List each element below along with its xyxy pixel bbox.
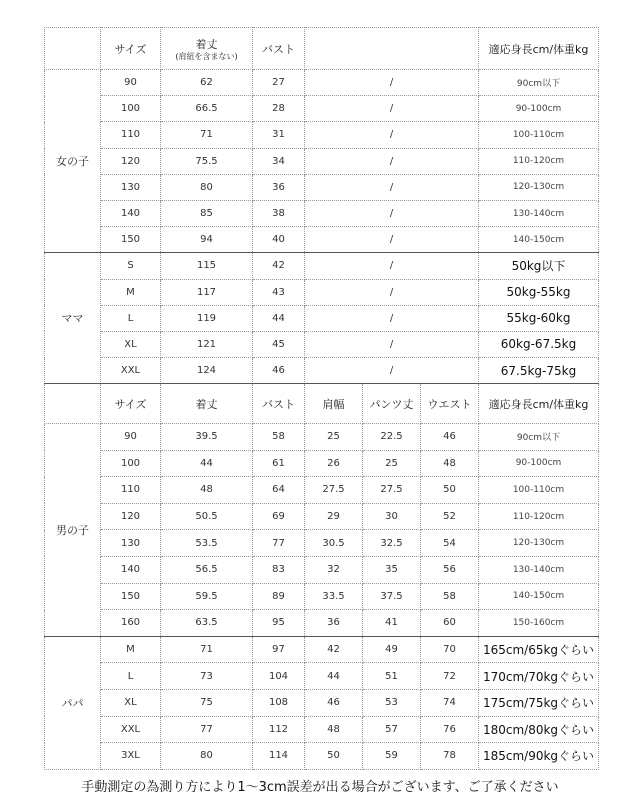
length-cell: 71 (161, 636, 253, 663)
header-cell-blank (45, 384, 101, 424)
fit-cell: 110-120cm (479, 503, 599, 530)
fit-cell: 175cm/75kgぐらい (479, 689, 599, 716)
mama-rows (45, 253, 599, 384)
fit-cell: 67.5kg-75kg (479, 358, 599, 384)
table-row (45, 331, 599, 357)
pants-cell: 51 (363, 663, 421, 690)
shoulder-cell: 33.5 (305, 583, 363, 610)
pants-cell: 30 (363, 503, 421, 530)
pants-cell: 35 (363, 556, 421, 583)
fit-cell: 165cm/65kgぐらい (479, 636, 599, 663)
bust-cell: 95 (253, 610, 305, 637)
shoulder-cell: 32 (305, 556, 363, 583)
table-header-row (45, 384, 599, 424)
size-cell: 110 (101, 122, 161, 148)
waist-cell: 46 (421, 424, 479, 451)
size-cell: 90 (101, 424, 161, 451)
table-row (45, 70, 599, 96)
pants-cell: 22.5 (363, 424, 421, 451)
header-size: サイズ (101, 384, 161, 424)
fit-cell: 170cm/70kgぐらい (479, 663, 599, 690)
length-cell: 80 (161, 174, 253, 200)
fit-cell: 140-150cm (479, 583, 599, 610)
shoulder-cell: 25 (305, 424, 363, 451)
length-cell: 85 (161, 200, 253, 226)
bust-cell: 104 (253, 663, 305, 690)
bust-cell: 34 (253, 148, 305, 174)
size-cell: 90 (101, 70, 161, 96)
bust-cell: 58 (253, 424, 305, 451)
length-cell: 94 (161, 227, 253, 253)
waist-cell: 76 (421, 716, 479, 743)
fit-cell: 90-100cm (479, 450, 599, 477)
length-cell: 77 (161, 716, 253, 743)
header-bust: バスト (253, 384, 305, 424)
shoulder-cell: 46 (305, 689, 363, 716)
size-cell: 150 (101, 583, 161, 610)
blank-cell: / (305, 70, 479, 96)
table-row (45, 253, 599, 279)
fit-cell: 50kg以下 (479, 253, 599, 279)
header-length (161, 28, 253, 70)
table-row (45, 663, 599, 690)
bust-cell: 112 (253, 716, 305, 743)
length-cell: 119 (161, 305, 253, 331)
size-cell: S (101, 253, 161, 279)
length-cell: 121 (161, 331, 253, 357)
size-cell: 140 (101, 556, 161, 583)
group-label: ママ (45, 253, 101, 384)
table-row (45, 530, 599, 557)
fit-cell: 90cm以下 (479, 424, 599, 451)
fit-cell: 60kg-67.5kg (479, 331, 599, 357)
size-cell: 3XL (101, 743, 161, 770)
header-pants: パンツ丈 (363, 384, 421, 424)
size-cell: 130 (101, 174, 161, 200)
blank-cell: / (305, 227, 479, 253)
pants-cell: 57 (363, 716, 421, 743)
size-cell: 100 (101, 96, 161, 122)
blank-cell: / (305, 200, 479, 226)
table-row (45, 279, 599, 305)
header-bust: バスト (253, 28, 305, 70)
bust-cell: 45 (253, 331, 305, 357)
length-cell: 50.5 (161, 503, 253, 530)
waist-cell: 58 (421, 583, 479, 610)
length-cell: 56.5 (161, 556, 253, 583)
table-row (45, 227, 599, 253)
size-cell: XL (101, 331, 161, 357)
bust-cell: 40 (253, 227, 305, 253)
shoulder-cell: 44 (305, 663, 363, 690)
fit-cell: 185cm/90kgぐらい (479, 743, 599, 770)
size-cell: 110 (101, 477, 161, 504)
bust-cell: 42 (253, 253, 305, 279)
shoulder-cell: 27.5 (305, 477, 363, 504)
length-cell: 63.5 (161, 610, 253, 637)
waist-cell: 52 (421, 503, 479, 530)
size-table-girls-mama (44, 27, 599, 384)
fit-cell: 55kg-60kg (479, 305, 599, 331)
fit-cell: 180cm/80kgぐらい (479, 716, 599, 743)
table-row (45, 716, 599, 743)
blank-cell: / (305, 279, 479, 305)
blank-cell: / (305, 331, 479, 357)
table-row (45, 583, 599, 610)
fit-cell: 130-140cm (479, 200, 599, 226)
length-cell: 71 (161, 122, 253, 148)
fit-cell: 110-120cm (479, 148, 599, 174)
bust-cell: 114 (253, 743, 305, 770)
blank-cell: / (305, 305, 479, 331)
table-row (45, 148, 599, 174)
table-row (45, 174, 599, 200)
length-cell: 62 (161, 70, 253, 96)
header-length-note: (肩紐を含まない) (175, 52, 238, 61)
fit-cell: 90cm以下 (479, 70, 599, 96)
length-cell: 39.5 (161, 424, 253, 451)
size-cell: L (101, 305, 161, 331)
header-size: サイズ (101, 28, 161, 70)
blank-cell: / (305, 96, 479, 122)
table-row (45, 450, 599, 477)
bust-cell: 43 (253, 279, 305, 305)
fit-cell: 120-130cm (479, 174, 599, 200)
length-cell: 59.5 (161, 583, 253, 610)
fit-cell: 150-160cm (479, 610, 599, 637)
bust-cell: 28 (253, 96, 305, 122)
shoulder-cell: 26 (305, 450, 363, 477)
size-cell: XXL (101, 358, 161, 384)
table-row (45, 477, 599, 504)
bust-cell: 44 (253, 305, 305, 331)
pants-cell: 32.5 (363, 530, 421, 557)
table-row (45, 556, 599, 583)
bust-cell: 64 (253, 477, 305, 504)
table-row (45, 689, 599, 716)
shoulder-cell: 50 (305, 743, 363, 770)
length-cell: 124 (161, 358, 253, 384)
bust-cell: 38 (253, 200, 305, 226)
blank-cell: / (305, 174, 479, 200)
table-row (45, 200, 599, 226)
bust-cell: 69 (253, 503, 305, 530)
group-label: 男の子 (45, 424, 101, 637)
header-cell-blank (45, 28, 101, 70)
pants-cell: 49 (363, 636, 421, 663)
header-fit: 適応身長cm/体重kg (479, 384, 599, 424)
header-waist: ウエスト (421, 384, 479, 424)
papa-rows (45, 636, 599, 769)
table-header-row (45, 28, 599, 70)
size-table-boys-papa (44, 383, 599, 770)
size-cell: 160 (101, 610, 161, 637)
length-cell: 117 (161, 279, 253, 305)
size-cell: 140 (101, 200, 161, 226)
measurement-note: 手動測定の為測り方により1〜3cm誤差が出る場合がございます、ご了承ください (81, 780, 559, 795)
bust-cell: 27 (253, 70, 305, 96)
fit-cell: 100-110cm (479, 122, 599, 148)
size-cell: 130 (101, 530, 161, 557)
waist-cell: 72 (421, 663, 479, 690)
bust-cell: 36 (253, 174, 305, 200)
pants-cell: 25 (363, 450, 421, 477)
table-row (45, 636, 599, 663)
bust-cell: 89 (253, 583, 305, 610)
blank-cell: / (305, 358, 479, 384)
header-length: 着丈 (161, 384, 253, 424)
length-cell: 80 (161, 743, 253, 770)
table-row (45, 122, 599, 148)
bust-cell: 83 (253, 556, 305, 583)
length-cell: 66.5 (161, 96, 253, 122)
header-length-label: 着丈 (195, 38, 218, 51)
waist-cell: 60 (421, 610, 479, 637)
size-cell: 150 (101, 227, 161, 253)
table-row (45, 96, 599, 122)
length-cell: 75.5 (161, 148, 253, 174)
size-cell: XL (101, 689, 161, 716)
waist-cell: 78 (421, 743, 479, 770)
shoulder-cell: 36 (305, 610, 363, 637)
fit-cell: 50kg-55kg (479, 279, 599, 305)
group-label: 女の子 (45, 70, 101, 253)
length-cell: 53.5 (161, 530, 253, 557)
pants-cell: 41 (363, 610, 421, 637)
waist-cell: 48 (421, 450, 479, 477)
bust-cell: 77 (253, 530, 305, 557)
header-shoulder: 肩幅 (305, 384, 363, 424)
header-fit: 適応身長cm/体重kg (479, 28, 599, 70)
table-row (45, 305, 599, 331)
pants-cell: 27.5 (363, 477, 421, 504)
length-cell: 73 (161, 663, 253, 690)
table-row (45, 743, 599, 770)
size-cell: 120 (101, 148, 161, 174)
size-cell: 120 (101, 503, 161, 530)
size-cell: M (101, 636, 161, 663)
pants-cell: 59 (363, 743, 421, 770)
blank-cell: / (305, 148, 479, 174)
fit-cell: 120-130cm (479, 530, 599, 557)
bust-cell: 61 (253, 450, 305, 477)
size-cell: M (101, 279, 161, 305)
fit-cell: 140-150cm (479, 227, 599, 253)
length-cell: 48 (161, 477, 253, 504)
fit-cell: 130-140cm (479, 556, 599, 583)
blank-cell: / (305, 122, 479, 148)
waist-cell: 54 (421, 530, 479, 557)
shoulder-cell: 30.5 (305, 530, 363, 557)
shoulder-cell: 48 (305, 716, 363, 743)
group-label: パパ (45, 636, 101, 769)
size-cell: XXL (101, 716, 161, 743)
bust-cell: 97 (253, 636, 305, 663)
bust-cell: 108 (253, 689, 305, 716)
pants-cell: 37.5 (363, 583, 421, 610)
length-cell: 115 (161, 253, 253, 279)
bust-cell: 46 (253, 358, 305, 384)
waist-cell: 56 (421, 556, 479, 583)
table-row (45, 610, 599, 637)
table-row (45, 358, 599, 384)
table-row (45, 503, 599, 530)
header-cell-blank (305, 28, 479, 70)
bust-cell: 31 (253, 122, 305, 148)
boys-rows (45, 424, 599, 637)
size-cell: 100 (101, 450, 161, 477)
size-cell: L (101, 663, 161, 690)
shoulder-cell: 29 (305, 503, 363, 530)
pants-cell: 53 (363, 689, 421, 716)
fit-cell: 100-110cm (479, 477, 599, 504)
waist-cell: 74 (421, 689, 479, 716)
blank-cell: / (305, 253, 479, 279)
waist-cell: 50 (421, 477, 479, 504)
waist-cell: 70 (421, 636, 479, 663)
shoulder-cell: 42 (305, 636, 363, 663)
girls-rows (45, 70, 599, 253)
table-row (45, 424, 599, 451)
length-cell: 75 (161, 689, 253, 716)
length-cell: 44 (161, 450, 253, 477)
fit-cell: 90-100cm (479, 96, 599, 122)
